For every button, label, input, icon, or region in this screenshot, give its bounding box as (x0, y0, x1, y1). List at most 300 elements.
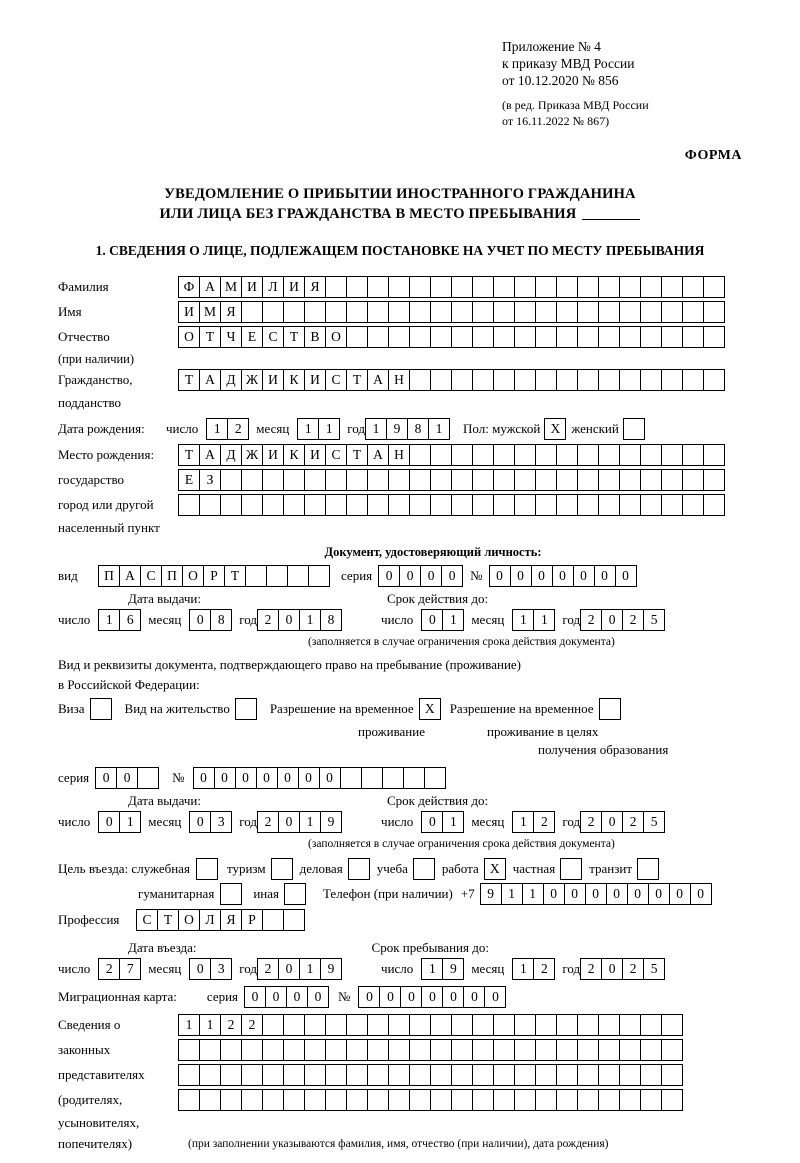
char-cell[interactable] (262, 909, 284, 931)
char-cell[interactable]: 0 (531, 565, 553, 587)
char-cell[interactable]: 0 (669, 883, 691, 905)
char-cell[interactable]: Л (199, 909, 221, 931)
char-cell[interactable] (241, 1039, 263, 1061)
char-cell[interactable] (367, 469, 389, 491)
char-cell[interactable]: С (325, 444, 347, 466)
char-cell[interactable] (388, 494, 410, 516)
input-stay-valid-month[interactable] (512, 811, 554, 833)
char-cell[interactable] (514, 369, 536, 391)
char-cell[interactable] (472, 1039, 494, 1061)
char-cell[interactable] (346, 1039, 368, 1061)
char-cell[interactable] (640, 301, 662, 323)
char-cell[interactable] (451, 469, 473, 491)
char-cell[interactable] (535, 369, 557, 391)
char-cell[interactable]: 0 (463, 986, 485, 1008)
char-cell[interactable] (137, 767, 159, 789)
char-cell[interactable]: 1 (428, 418, 450, 440)
char-cell[interactable] (430, 444, 452, 466)
char-cell[interactable] (623, 418, 645, 440)
input-stay-end-year[interactable] (580, 958, 664, 980)
char-cell[interactable] (283, 494, 305, 516)
checkbox-purpose-business[interactable] (348, 858, 369, 880)
char-cell[interactable]: Л (262, 276, 284, 298)
char-cell[interactable]: А (367, 444, 389, 466)
char-cell[interactable]: Е (241, 326, 263, 348)
char-cell[interactable]: 1 (442, 609, 464, 631)
char-cell[interactable] (640, 326, 662, 348)
char-cell[interactable] (514, 494, 536, 516)
char-cell[interactable]: 8 (407, 418, 429, 440)
char-cell[interactable]: 2 (580, 609, 602, 631)
char-cell[interactable] (556, 1089, 578, 1111)
input-birth-day[interactable] (206, 418, 248, 440)
input-doc-valid-year[interactable] (580, 609, 664, 631)
char-cell[interactable]: 0 (307, 986, 329, 1008)
input-migration-number[interactable] (358, 986, 505, 1008)
char-cell[interactable] (451, 369, 473, 391)
char-cell[interactable] (262, 1064, 284, 1086)
char-cell[interactable] (472, 326, 494, 348)
input-profession[interactable] (136, 909, 304, 931)
char-cell[interactable] (241, 1089, 263, 1111)
char-cell[interactable] (703, 494, 725, 516)
char-cell[interactable] (199, 1039, 221, 1061)
checkbox-purpose-service[interactable] (196, 858, 217, 880)
char-cell[interactable]: Н (388, 369, 410, 391)
char-cell[interactable]: М (199, 301, 221, 323)
input-legal-rep-2[interactable] (178, 1039, 682, 1061)
char-cell[interactable]: 0 (543, 883, 565, 905)
char-cell[interactable] (304, 469, 326, 491)
checkbox-sex-female[interactable] (623, 418, 644, 440)
char-cell[interactable] (325, 301, 347, 323)
char-cell[interactable]: Ж (241, 369, 263, 391)
char-cell[interactable] (577, 444, 599, 466)
char-cell[interactable]: 1 (98, 609, 120, 631)
char-cell[interactable]: 0 (420, 565, 442, 587)
char-cell[interactable] (598, 444, 620, 466)
char-cell[interactable] (619, 301, 641, 323)
char-cell[interactable] (619, 1014, 641, 1036)
char-cell[interactable] (493, 444, 515, 466)
char-cell[interactable]: Р (203, 565, 225, 587)
char-cell[interactable] (661, 301, 683, 323)
char-cell[interactable] (556, 276, 578, 298)
char-cell[interactable] (598, 1014, 620, 1036)
char-cell[interactable] (325, 494, 347, 516)
char-cell[interactable] (472, 469, 494, 491)
char-cell[interactable] (514, 1064, 536, 1086)
char-cell[interactable] (325, 1089, 347, 1111)
char-cell[interactable]: X (484, 858, 506, 880)
char-cell[interactable]: 9 (480, 883, 502, 905)
char-cell[interactable] (388, 469, 410, 491)
char-cell[interactable] (577, 369, 599, 391)
char-cell[interactable]: 2 (257, 609, 279, 631)
char-cell[interactable]: 0 (278, 958, 300, 980)
input-doc-valid-month[interactable] (512, 609, 554, 631)
input-doc-issue-year[interactable] (257, 609, 341, 631)
char-cell[interactable] (262, 469, 284, 491)
input-stay-series[interactable] (95, 767, 158, 789)
char-cell[interactable]: П (161, 565, 183, 587)
char-cell[interactable] (367, 1064, 389, 1086)
char-cell[interactable] (577, 1014, 599, 1036)
char-cell[interactable] (199, 1064, 221, 1086)
char-cell[interactable] (493, 1039, 515, 1061)
char-cell[interactable]: 0 (627, 883, 649, 905)
char-cell[interactable] (199, 1089, 221, 1111)
char-cell[interactable]: А (199, 276, 221, 298)
char-cell[interactable] (220, 1089, 242, 1111)
char-cell[interactable] (577, 1039, 599, 1061)
input-migration-series[interactable] (244, 986, 328, 1008)
char-cell[interactable]: 2 (622, 811, 644, 833)
char-cell[interactable] (367, 276, 389, 298)
char-cell[interactable] (304, 1089, 326, 1111)
checkbox-edu-residence[interactable] (599, 698, 620, 720)
char-cell[interactable] (640, 1039, 662, 1061)
char-cell[interactable]: К (283, 444, 305, 466)
char-cell[interactable] (514, 444, 536, 466)
char-cell[interactable]: 0 (265, 986, 287, 1008)
char-cell[interactable] (262, 1039, 284, 1061)
char-cell[interactable] (367, 1039, 389, 1061)
input-birth-year[interactable] (365, 418, 449, 440)
char-cell[interactable]: 2 (533, 958, 555, 980)
char-cell[interactable] (430, 276, 452, 298)
char-cell[interactable] (283, 1039, 305, 1061)
char-cell[interactable]: 1 (178, 1014, 200, 1036)
char-cell[interactable] (619, 444, 641, 466)
char-cell[interactable] (682, 469, 704, 491)
char-cell[interactable]: 0 (441, 565, 463, 587)
char-cell[interactable] (308, 565, 330, 587)
char-cell[interactable] (451, 444, 473, 466)
char-cell[interactable] (367, 301, 389, 323)
char-cell[interactable] (661, 369, 683, 391)
input-stay-issue-year[interactable] (257, 811, 341, 833)
char-cell[interactable]: 1 (299, 958, 321, 980)
char-cell[interactable] (409, 1039, 431, 1061)
char-cell[interactable] (472, 1014, 494, 1036)
char-cell[interactable]: 0 (358, 986, 380, 1008)
input-entry-year[interactable] (257, 958, 341, 980)
char-cell[interactable]: 0 (421, 986, 443, 1008)
char-cell[interactable] (220, 883, 242, 905)
char-cell[interactable] (271, 858, 293, 880)
input-doc-issue-day[interactable] (98, 609, 140, 631)
char-cell[interactable] (220, 1064, 242, 1086)
char-cell[interactable]: И (262, 444, 284, 466)
char-cell[interactable]: 2 (227, 418, 249, 440)
char-cell[interactable]: И (304, 444, 326, 466)
char-cell[interactable]: 5 (643, 811, 665, 833)
char-cell[interactable] (367, 326, 389, 348)
char-cell[interactable] (556, 1064, 578, 1086)
char-cell[interactable] (409, 1064, 431, 1086)
char-cell[interactable]: Д (220, 369, 242, 391)
char-cell[interactable] (661, 1089, 683, 1111)
char-cell[interactable] (409, 301, 431, 323)
char-cell[interactable] (413, 858, 435, 880)
char-cell[interactable] (430, 1064, 452, 1086)
input-stay-valid-day[interactable] (421, 811, 463, 833)
char-cell[interactable] (598, 1039, 620, 1061)
char-cell[interactable]: X (419, 698, 441, 720)
char-cell[interactable]: Т (346, 444, 368, 466)
char-cell[interactable] (430, 326, 452, 348)
char-cell[interactable]: К (283, 369, 305, 391)
char-cell[interactable] (325, 276, 347, 298)
char-cell[interactable]: 0 (564, 883, 586, 905)
char-cell[interactable] (388, 1064, 410, 1086)
char-cell[interactable] (661, 276, 683, 298)
char-cell[interactable]: И (283, 276, 305, 298)
char-cell[interactable]: 0 (189, 811, 211, 833)
char-cell[interactable] (262, 1014, 284, 1036)
char-cell[interactable] (619, 369, 641, 391)
char-cell[interactable] (493, 326, 515, 348)
char-cell[interactable]: И (304, 369, 326, 391)
char-cell[interactable] (346, 276, 368, 298)
char-cell[interactable]: 9 (320, 811, 342, 833)
char-cell[interactable] (619, 494, 641, 516)
char-cell[interactable] (682, 326, 704, 348)
char-cell[interactable]: А (199, 444, 221, 466)
char-cell[interactable] (241, 301, 263, 323)
checkbox-purpose-study[interactable] (413, 858, 434, 880)
char-cell[interactable] (409, 494, 431, 516)
char-cell[interactable]: Т (178, 444, 200, 466)
char-cell[interactable] (598, 276, 620, 298)
char-cell[interactable] (556, 1039, 578, 1061)
char-cell[interactable] (682, 494, 704, 516)
char-cell[interactable] (514, 301, 536, 323)
char-cell[interactable] (661, 1039, 683, 1061)
char-cell[interactable] (451, 1089, 473, 1111)
char-cell[interactable]: 2 (580, 811, 602, 833)
char-cell[interactable]: И (178, 301, 200, 323)
char-cell[interactable]: 3 (210, 811, 232, 833)
char-cell[interactable]: 0 (421, 609, 443, 631)
checkbox-purpose-tourism[interactable] (271, 858, 292, 880)
char-cell[interactable] (682, 369, 704, 391)
char-cell[interactable]: 1 (512, 958, 534, 980)
input-stay-issue-day[interactable] (98, 811, 140, 833)
char-cell[interactable]: 9 (320, 958, 342, 980)
char-cell[interactable] (514, 1039, 536, 1061)
char-cell[interactable] (430, 494, 452, 516)
checkbox-purpose-other[interactable] (284, 883, 305, 905)
char-cell[interactable] (283, 1064, 305, 1086)
char-cell[interactable] (640, 1064, 662, 1086)
char-cell[interactable]: 1 (533, 609, 555, 631)
char-cell[interactable] (283, 1014, 305, 1036)
char-cell[interactable]: 2 (98, 958, 120, 980)
char-cell[interactable] (472, 1064, 494, 1086)
char-cell[interactable]: 1 (206, 418, 228, 440)
char-cell[interactable]: 0 (98, 811, 120, 833)
input-stay-end-day[interactable] (421, 958, 463, 980)
char-cell[interactable]: 0 (690, 883, 712, 905)
char-cell[interactable] (682, 276, 704, 298)
char-cell[interactable] (262, 494, 284, 516)
char-cell[interactable] (535, 326, 557, 348)
char-cell[interactable] (598, 494, 620, 516)
char-cell[interactable]: 0 (601, 811, 623, 833)
char-cell[interactable]: 5 (643, 609, 665, 631)
char-cell[interactable] (430, 1014, 452, 1036)
char-cell[interactable] (640, 276, 662, 298)
char-cell[interactable]: 1 (365, 418, 387, 440)
input-birthplace-state[interactable] (178, 444, 724, 466)
char-cell[interactable] (493, 369, 515, 391)
char-cell[interactable] (637, 858, 659, 880)
char-cell[interactable] (451, 1064, 473, 1086)
input-doc-kind[interactable] (98, 565, 329, 587)
char-cell[interactable] (472, 444, 494, 466)
char-cell[interactable]: Ф (178, 276, 200, 298)
char-cell[interactable]: Т (157, 909, 179, 931)
char-cell[interactable]: 0 (277, 767, 299, 789)
char-cell[interactable]: 0 (95, 767, 117, 789)
char-cell[interactable] (382, 767, 404, 789)
char-cell[interactable] (560, 858, 582, 880)
char-cell[interactable] (266, 565, 288, 587)
char-cell[interactable]: Я (220, 301, 242, 323)
input-stay-issue-month[interactable] (189, 811, 231, 833)
char-cell[interactable] (325, 469, 347, 491)
char-cell[interactable]: С (136, 909, 158, 931)
char-cell[interactable] (514, 469, 536, 491)
char-cell[interactable]: 0 (378, 565, 400, 587)
char-cell[interactable]: 1 (297, 418, 319, 440)
char-cell[interactable] (619, 469, 641, 491)
char-cell[interactable] (619, 276, 641, 298)
char-cell[interactable] (346, 326, 368, 348)
char-cell[interactable] (703, 369, 725, 391)
char-cell[interactable]: 3 (210, 958, 232, 980)
char-cell[interactable] (388, 1039, 410, 1061)
char-cell[interactable] (703, 301, 725, 323)
char-cell[interactable]: 1 (522, 883, 544, 905)
input-doc-issue-month[interactable] (189, 609, 231, 631)
input-legal-rep-1[interactable] (178, 1014, 682, 1036)
char-cell[interactable]: 0 (286, 986, 308, 1008)
char-cell[interactable] (514, 1089, 536, 1111)
char-cell[interactable]: О (325, 326, 347, 348)
input-name[interactable] (178, 301, 724, 323)
char-cell[interactable]: 2 (257, 958, 279, 980)
input-entry-day[interactable] (98, 958, 140, 980)
char-cell[interactable]: А (199, 369, 221, 391)
char-cell[interactable]: 0 (116, 767, 138, 789)
char-cell[interactable] (682, 301, 704, 323)
char-cell[interactable] (346, 469, 368, 491)
char-cell[interactable]: Т (283, 326, 305, 348)
input-surname[interactable] (178, 276, 724, 298)
char-cell[interactable]: 8 (320, 609, 342, 631)
char-cell[interactable] (325, 1014, 347, 1036)
char-cell[interactable] (346, 301, 368, 323)
char-cell[interactable]: 0 (278, 609, 300, 631)
char-cell[interactable]: С (140, 565, 162, 587)
char-cell[interactable]: М (220, 276, 242, 298)
char-cell[interactable] (640, 494, 662, 516)
char-cell[interactable] (388, 276, 410, 298)
char-cell[interactable] (199, 494, 221, 516)
char-cell[interactable]: Н (388, 444, 410, 466)
char-cell[interactable]: А (119, 565, 141, 587)
char-cell[interactable] (598, 369, 620, 391)
char-cell[interactable] (472, 369, 494, 391)
char-cell[interactable]: 0 (319, 767, 341, 789)
checkbox-purpose-work[interactable] (484, 858, 505, 880)
char-cell[interactable] (409, 369, 431, 391)
char-cell[interactable]: 1 (512, 811, 534, 833)
char-cell[interactable]: Т (224, 565, 246, 587)
char-cell[interactable]: 0 (601, 609, 623, 631)
input-birth-month[interactable] (297, 418, 339, 440)
char-cell[interactable] (577, 1064, 599, 1086)
char-cell[interactable] (682, 444, 704, 466)
char-cell[interactable] (535, 494, 557, 516)
char-cell[interactable] (90, 698, 112, 720)
char-cell[interactable] (535, 444, 557, 466)
char-cell[interactable] (424, 767, 446, 789)
char-cell[interactable] (598, 1064, 620, 1086)
char-cell[interactable] (514, 326, 536, 348)
char-cell[interactable]: 0 (484, 986, 506, 1008)
char-cell[interactable] (556, 326, 578, 348)
char-cell[interactable]: 2 (257, 811, 279, 833)
char-cell[interactable] (493, 276, 515, 298)
char-cell[interactable]: 0 (189, 958, 211, 980)
char-cell[interactable] (367, 494, 389, 516)
char-cell[interactable] (640, 1014, 662, 1036)
char-cell[interactable] (661, 326, 683, 348)
checkbox-purpose-transit[interactable] (637, 858, 658, 880)
char-cell[interactable] (178, 494, 200, 516)
char-cell[interactable] (430, 1089, 452, 1111)
char-cell[interactable] (472, 494, 494, 516)
char-cell[interactable] (556, 1014, 578, 1036)
char-cell[interactable]: С (325, 369, 347, 391)
char-cell[interactable]: 2 (220, 1014, 242, 1036)
char-cell[interactable]: 0 (193, 767, 215, 789)
checkbox-residence-permit[interactable] (235, 698, 256, 720)
char-cell[interactable] (640, 1089, 662, 1111)
char-cell[interactable] (535, 1039, 557, 1061)
char-cell[interactable] (661, 1064, 683, 1086)
char-cell[interactable] (535, 1064, 557, 1086)
char-cell[interactable] (661, 444, 683, 466)
char-cell[interactable]: Ч (220, 326, 242, 348)
char-cell[interactable] (325, 1064, 347, 1086)
char-cell[interactable] (430, 301, 452, 323)
checkbox-sex-male[interactable] (544, 418, 565, 440)
char-cell[interactable]: 0 (648, 883, 670, 905)
char-cell[interactable] (409, 1089, 431, 1111)
char-cell[interactable] (598, 1089, 620, 1111)
char-cell[interactable] (619, 1089, 641, 1111)
char-cell[interactable]: 0 (442, 986, 464, 1008)
char-cell[interactable] (325, 1039, 347, 1061)
char-cell[interactable] (535, 1014, 557, 1036)
char-cell[interactable] (493, 494, 515, 516)
char-cell[interactable]: Т (199, 326, 221, 348)
